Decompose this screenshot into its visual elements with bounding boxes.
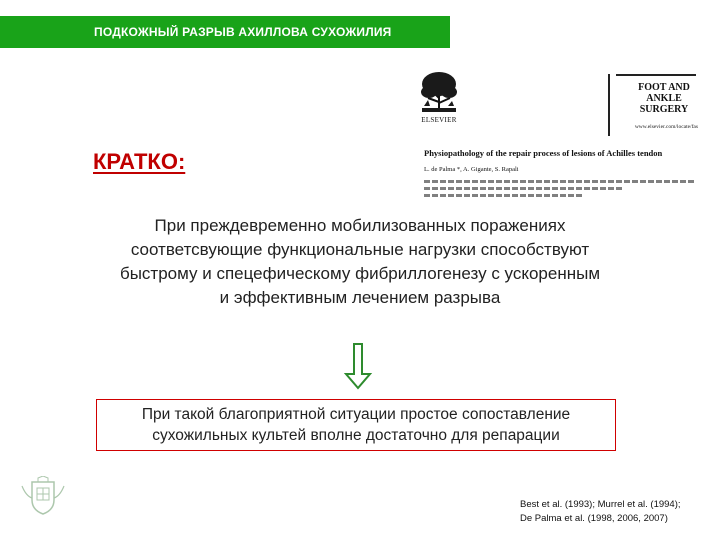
journal-title-line: SURGERY: [639, 104, 689, 115]
article-affiliations-block: [424, 180, 696, 201]
journal-logo-title: [630, 82, 698, 115]
elsevier-wordmark: ELSEVIER: [421, 116, 457, 124]
affiliation-line: [424, 187, 624, 190]
header-title: ПОДКОЖНЫЙ РАЗРЫВ АХИЛЛОВА СУХОЖИЛИЯ: [94, 25, 392, 39]
crest-emblem: [18, 476, 68, 534]
section-label: КРАТКО:: [93, 149, 186, 174]
crest-emblem-icon: [18, 476, 68, 518]
conclusion-line: При такой благоприятной ситуации простое сопоставление: [141, 406, 571, 423]
journal-logo: [608, 74, 696, 136]
main-text: [60, 214, 660, 310]
references: [520, 498, 716, 526]
conclusion-box: [96, 399, 616, 451]
journal-logo-rule: [616, 74, 696, 76]
reference-line: Best et al. (1993); Murrel et al. (1994);: [520, 499, 681, 510]
journal-title-line: ANKLE: [646, 93, 682, 104]
main-text-line: соответсвующие функциональные нагрузки способствуют: [130, 240, 590, 259]
down-arrow-icon: [343, 342, 373, 390]
conclusion-line: сухожильных культей вполне достаточно для репарации: [152, 427, 560, 444]
article-title: Physiopathology of the repair process of lesions of Achilles tendon: [424, 148, 663, 158]
journal-url: www.elsevier.com/locate/fas: [634, 124, 698, 130]
article-authors: L. de Palma *, A. Gigante, S. Rapali: [424, 166, 519, 173]
elsevier-logo: [416, 70, 462, 128]
reference-line: De Palma et al. (1998, 2006, 2007): [520, 513, 668, 524]
affiliation-line: [424, 194, 584, 197]
elsevier-tree-icon: [418, 70, 460, 114]
journal-title-line: FOOT AND: [638, 82, 690, 93]
header-banner: [0, 16, 450, 48]
main-text-line: При преждевременно мобилизованных поражениях: [154, 216, 566, 235]
main-text-line: и эффективным лечением разрыва: [219, 288, 501, 307]
main-text-line: быстрому и спецефическому фибриллогенезу с ускоренным: [119, 264, 601, 283]
affiliation-line: [424, 180, 696, 183]
